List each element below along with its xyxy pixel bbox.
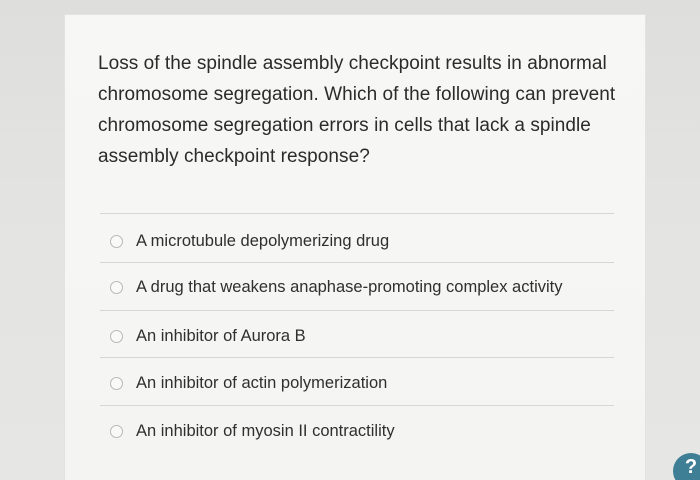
divider [100,262,614,263]
answer-option-label: An inhibitor of myosin II contractility [136,421,395,440]
answer-option-label: A drug that weakens anaphase-promoting complex activity [136,277,563,296]
radio-button-icon[interactable] [110,281,123,294]
answer-option-1[interactable] [110,228,389,254]
divider [100,405,614,406]
question-text: Loss of the spindle assembly checkpoint results in abnormal chromosome segregation. Which of the following can prevent chromosome segregation errors in cells that lack a spindle assembly checkpoint response? [98,53,616,167]
radio-button-icon[interactable] [110,330,123,343]
answer-option-5[interactable] [110,418,395,444]
radio-button-icon[interactable] [110,425,123,438]
radio-button-icon[interactable] [110,377,123,390]
radio-button-icon[interactable] [110,235,123,248]
answer-option-3[interactable] [110,323,306,349]
divider [100,357,614,358]
answer-option-label: An inhibitor of actin polymerization [136,373,388,392]
help-button[interactable] [673,453,700,480]
divider [100,310,614,311]
answer-option-4[interactable] [110,370,387,396]
answer-option-2[interactable] [110,274,563,300]
divider [100,213,614,214]
question-mark-icon: ? [684,456,698,478]
answer-option-label: An inhibitor of Aurora B [136,326,306,345]
answer-option-label: A microtubule depolymerizing drug [136,231,390,250]
